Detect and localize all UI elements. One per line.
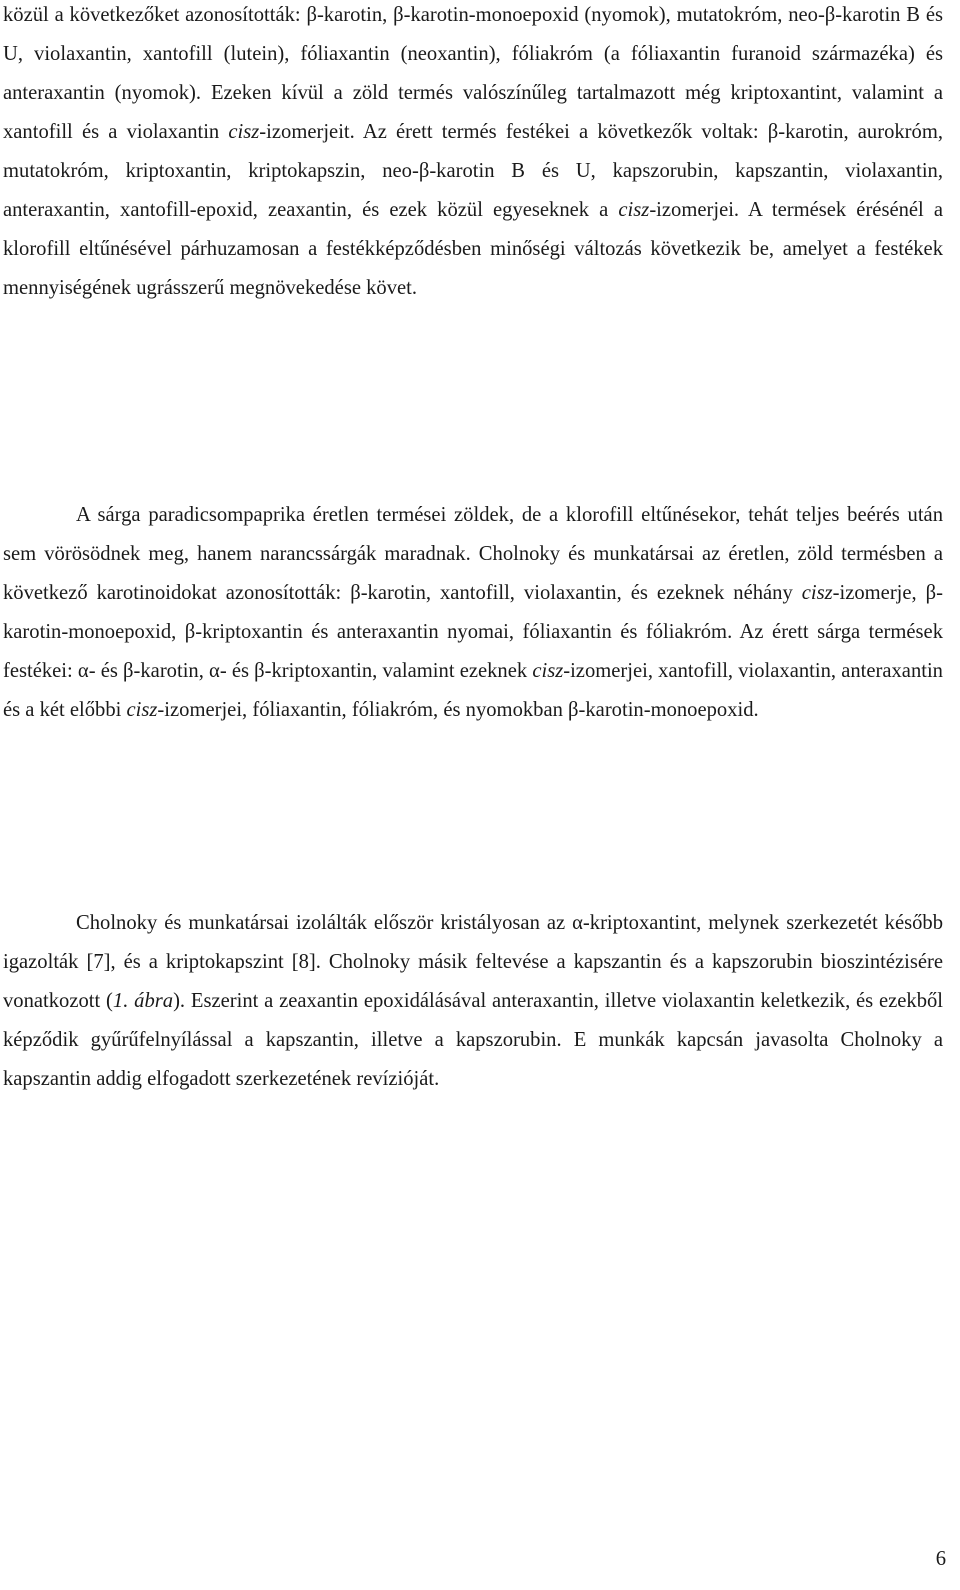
paragraph-3: [3, 904, 943, 1099]
text-segment: -izomerjei. A termések érésénél a klorofill eltűnésével párhuzamosan a festékképződésben minőségi változás következik be, amelyet a festékek mennyiségének ugrásszerű megnövekedése követ.: [3, 199, 943, 299]
italic-term: cisz: [618, 199, 650, 221]
text-segment: -izomerje, β-karotin-monoepoxid, β-kriptoxantin és anteraxantin nyomai, fóliaxantin és fóliakróm. Az érett sárga termések festékei: α- és β-karotin, α- és β-kriptoxantin, valamint ezeknek: [3, 582, 944, 682]
italic-term: cisz: [228, 121, 260, 143]
italic-term: cisz: [801, 582, 833, 604]
italic-term: cisz: [126, 699, 158, 721]
text-segment: A sárga paradicsompaprika éretlen termései zöldek, de a klorofill eltűnésekor, tehát teljes beérés után sem vörösödnek meg, hanem narancssárgák maradnak. Cholnoky és munkatársai az éretlen, zöld termésben a következő karotinoidokat azonosították: β-karotin, xantofill, violaxantin, és ezeknek néhány: [3, 504, 943, 604]
page-number: 6: [935, 1548, 946, 1570]
paragraph-1: [3, 0, 943, 308]
paragraph-2: [3, 496, 943, 730]
text-segment: -izomerjeit. Az érett termés festékei a következők voltak: β-karotin, aurokróm, mutatokróm, kriptoxantin, kriptokapszin, neo-β-karotin B és U, kapszorubin, kapszantin, violaxantin, anteraxantin, xantofill-epoxid, zeaxantin, és ezek közül egyeseknek a: [3, 121, 943, 221]
text-segment: közül a következőket azonosították: β-karotin, β-karotin-monoepoxid (nyomok), mutatokróm, neo-β-karotin B és U, violaxantin, xantofill (lutein), fóliaxantin (neoxantin), fóliakróm (a fóliaxantin furanoid származéka) és anteraxantin (nyomok). Ezeken kívül a zöld termés valószínűleg tartalmazott még kriptoxantint, valamint a xantofill és a violaxantin: [3, 4, 943, 143]
text-segment: ). Eszerint a zeaxantin epoxidálásával anteraxantin, illetve violaxantin keletkezik, és ezekből képződik gyűrűfelnyílással a kapszantin, illetve a kapszorubin. E munkák kapcsán javasolta Cholnoky a kapszantin addig elfogadott szerkezetének revízióját.: [3, 990, 944, 1090]
figure-reference: 1. ábra: [112, 990, 174, 1012]
text-segment: -izomerjei, fóliaxantin, fóliakróm, és nyomokban β-karotin-monoepoxid.: [157, 699, 759, 721]
text-segment: Cholnoky és munkatársai izolálták először kristályosan az α-kriptoxantint, melynek szerkezetét később igazolták [7], és a kriptokapszint [8]. Cholnoky másik feltevése a kapszantin és a kapszorubin bioszintézisére vonatkozott (: [3, 912, 943, 1012]
italic-term: cisz: [532, 660, 564, 682]
text-segment: -izomerjei, xantofill, violaxantin, anteraxantin és a két előbbi: [3, 660, 943, 721]
